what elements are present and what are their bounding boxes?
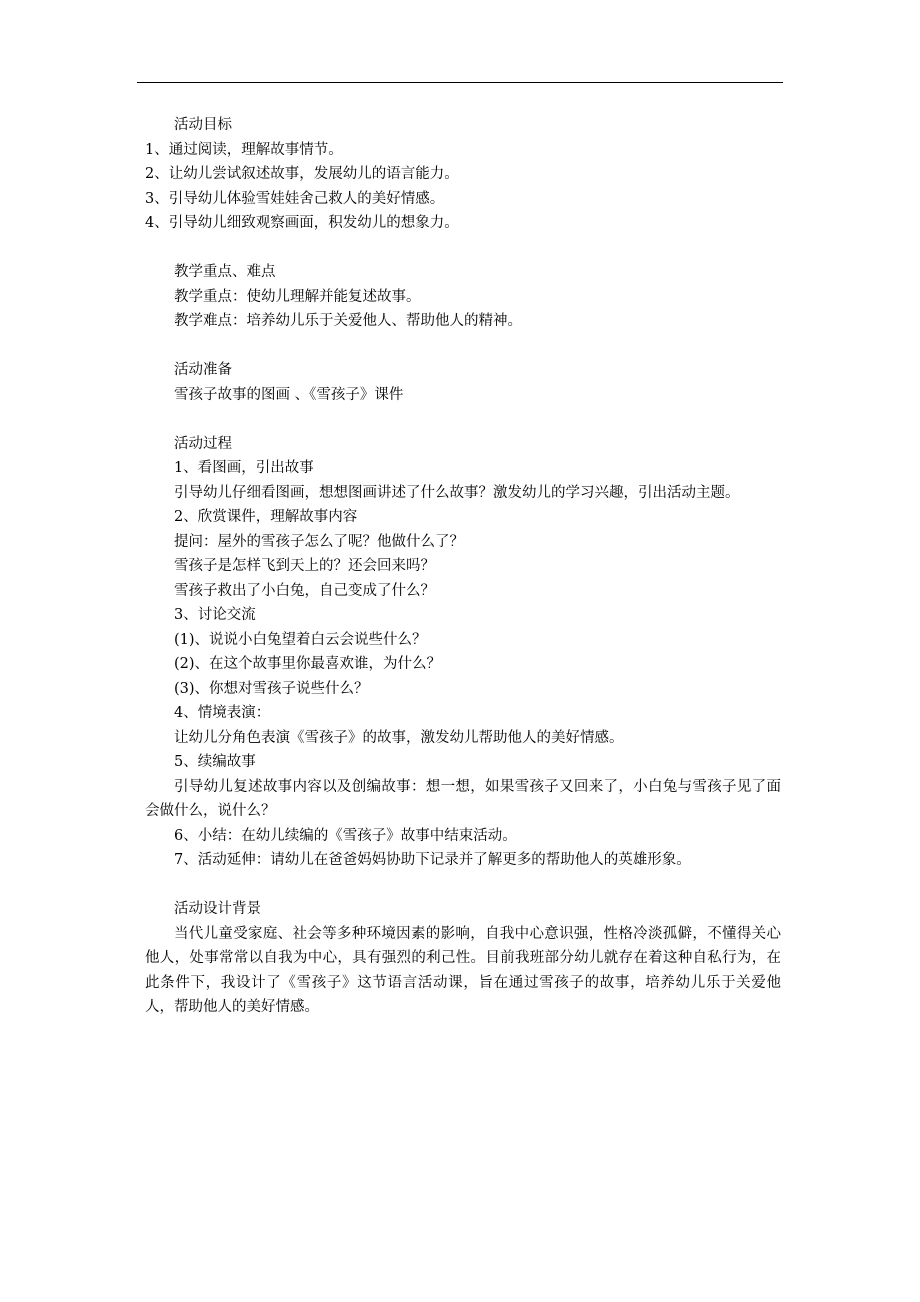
- step6: 6、小结：在幼儿续编的《雪孩子》故事中结束活动。: [174, 827, 517, 844]
- step1-text: 引导幼儿仔细看图画，想想图画讲述了什么故事？激发幼儿的学习兴趣，引出活动主题。: [174, 484, 740, 501]
- process-heading: 活动过程: [174, 435, 232, 452]
- step3-question-3: (3)、你想对雪孩子说些什么？: [174, 680, 369, 697]
- document-body: [145, 113, 785, 1020]
- step2-question-2: 雪孩子是怎样飞到天上的？还会回来吗？: [174, 558, 435, 574]
- preparation-text: 雪孩子故事的图画 、《雪孩子》课件: [174, 386, 404, 403]
- section-gap: [145, 407, 785, 432]
- step3-title: 3、讨论交流: [174, 607, 256, 623]
- step5-title: 5、续编故事: [174, 754, 256, 770]
- step1-title: 1、看图画，引出故事: [174, 460, 314, 476]
- step3-question-2: (2)、在这个故事里你最喜欢谁，为什么？: [174, 656, 442, 672]
- step4-title: 4、情境表演：: [174, 705, 271, 721]
- goal-item-3: 3、引导幼儿体验雪娃娃舍己救人的美好情感。: [145, 190, 445, 207]
- header-rule: [137, 82, 783, 83]
- step4-text: 让幼儿分角色表演《雪孩子》的故事，激发幼儿帮助他人的美好情感。: [174, 729, 624, 746]
- section-gap: [145, 873, 785, 898]
- background-text: 当代儿童受家庭、社会等多种环境因素的影响，自我中心意识强，性格冷淡孤僻，不懂得关心他人，处事常常以自我为中心，具有强烈的利己性。目前我班部分幼儿就存在着这种自私行为，在此条件下，我设计了《雪孩子》这节语言活动课，旨在通过雪孩子的故事，培养幼儿乐于关爱他人，帮助他人的美好情感。: [145, 925, 781, 1015]
- step7: 7、活动延伸：请幼儿在爸爸妈妈协助下记录并了解更多的帮助他人的英雄形象。: [174, 852, 691, 868]
- goals-heading: 活动目标: [174, 117, 232, 133]
- goal-item-2: 2、让幼儿尝试叙述故事，发展幼儿的语言能力。: [145, 166, 459, 182]
- section-gap: [145, 334, 785, 359]
- goal-item-1: 1、通过阅读，理解故事情节。: [145, 141, 343, 158]
- background-heading: 活动设计背景: [174, 901, 261, 917]
- difficult-point: 教学难点：培养幼儿乐于关爱他人、帮助他人的精神。: [174, 313, 522, 329]
- key-point: 教学重点：使幼儿理解并能复述故事。: [174, 288, 421, 305]
- step2-title: 2、欣赏课件，理解故事内容: [174, 509, 358, 525]
- section-gap: [145, 236, 785, 261]
- preparation-heading: 活动准备: [174, 362, 232, 378]
- step2-question-3: 雪孩子救出了小白兔，自己变成了什么？: [174, 582, 435, 599]
- goal-item-4: 4、引导幼儿细致观察画面，积发幼儿的想象力。: [145, 215, 459, 231]
- step3-question-1: (1)、说说小白兔望着白云会说些什么？: [174, 631, 427, 648]
- step5-text: 引导幼儿复述故事内容以及创编故事：想一想，如果雪孩子又回来了，小白兔与雪孩子见了面会做什么，说什么？: [145, 778, 781, 819]
- step2-question-1: 提问：屋外的雪孩子怎么了呢？他做什么了？: [174, 533, 464, 550]
- focus-heading: 教学重点、难点: [174, 264, 276, 280]
